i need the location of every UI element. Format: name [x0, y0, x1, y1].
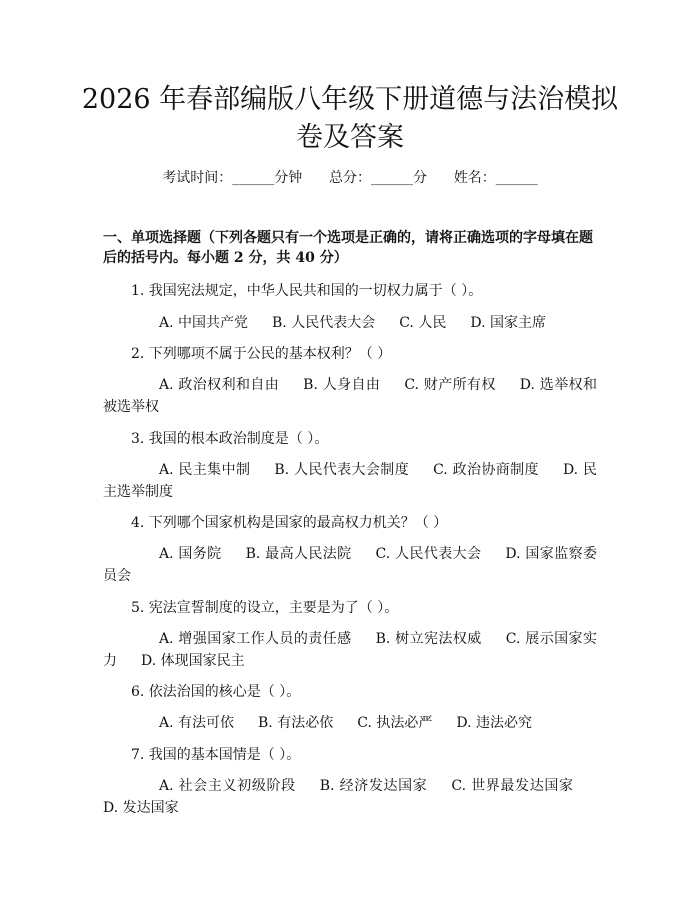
option-a: A. 增强国家工作人员的责任感	[159, 631, 352, 647]
option-d: D. 体现国家民主	[141, 653, 245, 669]
option-c: C. 执法必严	[357, 715, 433, 731]
exam-meta-line: 考试时间：______分钟 总分：______分 姓名：______	[162, 170, 538, 186]
question-options	[103, 712, 597, 734]
question-options	[103, 543, 597, 587]
option-c: C. 世界最发达国家	[451, 778, 573, 794]
page-title-line-2: 卷及答案	[296, 122, 404, 153]
option-d: D. 国家主席	[470, 315, 546, 331]
option-b: B. 有法必依	[258, 715, 334, 731]
option-c: C. 展示国家实力	[103, 631, 597, 669]
option-b: B. 人民代表大会	[272, 315, 376, 331]
question-options	[103, 775, 597, 819]
question-stem: 4. 下列哪个国家机构是国家的最高权力机关？（ ）	[131, 515, 448, 531]
question-options	[103, 628, 597, 672]
option-a: A. 有法可依	[159, 715, 235, 731]
option-d: D. 民主选举制度	[103, 462, 597, 500]
option-a: A. 中国共产党	[159, 315, 249, 331]
question-options	[103, 374, 597, 418]
option-d: D. 发达国家	[103, 800, 179, 816]
option-c: C. 人民	[399, 315, 447, 331]
option-b: B. 树立宪法权威	[375, 631, 482, 647]
page-title-line-1: 2026 年春部编版八年级下册道德与法治模拟	[81, 84, 619, 115]
question-stem: 6. 依法治国的核心是（ ）。	[131, 684, 301, 700]
question-stem: 1. 我国宪法规定，中华人民共和国的一切权力属于（ ）。	[131, 283, 483, 299]
option-c: C. 财产所有权	[404, 377, 496, 393]
option-b: B. 人身自由	[303, 377, 381, 393]
option-c: C. 人民代表大会	[375, 546, 482, 562]
option-b: B. 人民代表大会制度	[274, 462, 410, 478]
option-c: C. 政治协商制度	[433, 462, 539, 478]
section-heading: 一、单项选择题（下列各题只有一个选项是正确的，请将正确选项的字母填在题后的括号内。每小题 2 分，共 40 分）	[103, 230, 593, 266]
option-b: B. 最高人民法院	[245, 546, 352, 562]
question-stem: 3. 我国的根本政治制度是（ ）。	[131, 431, 329, 447]
option-a: A. 社会主义初级阶段	[159, 778, 296, 794]
question-options	[103, 459, 597, 503]
option-d: D. 选举权和被选举权	[103, 377, 597, 415]
question-stem: 2. 下列哪项不属于公民的基本权利？（ ）	[131, 346, 392, 362]
question-options	[103, 312, 597, 334]
option-a: A. 民主集中制	[159, 462, 251, 478]
option-b: B. 经济发达国家	[319, 778, 428, 794]
option-a: A. 政治权利和自由	[159, 377, 280, 393]
question-stem: 7. 我国的基本国情是（ ）。	[131, 747, 301, 763]
option-a: A. 国务院	[159, 546, 222, 562]
option-d: D. 国家监察委员会	[103, 546, 597, 584]
question-stem: 5. 宪法宣誓制度的设立，主要是为了（ ）。	[131, 600, 399, 616]
option-d: D. 违法必究	[456, 715, 532, 731]
